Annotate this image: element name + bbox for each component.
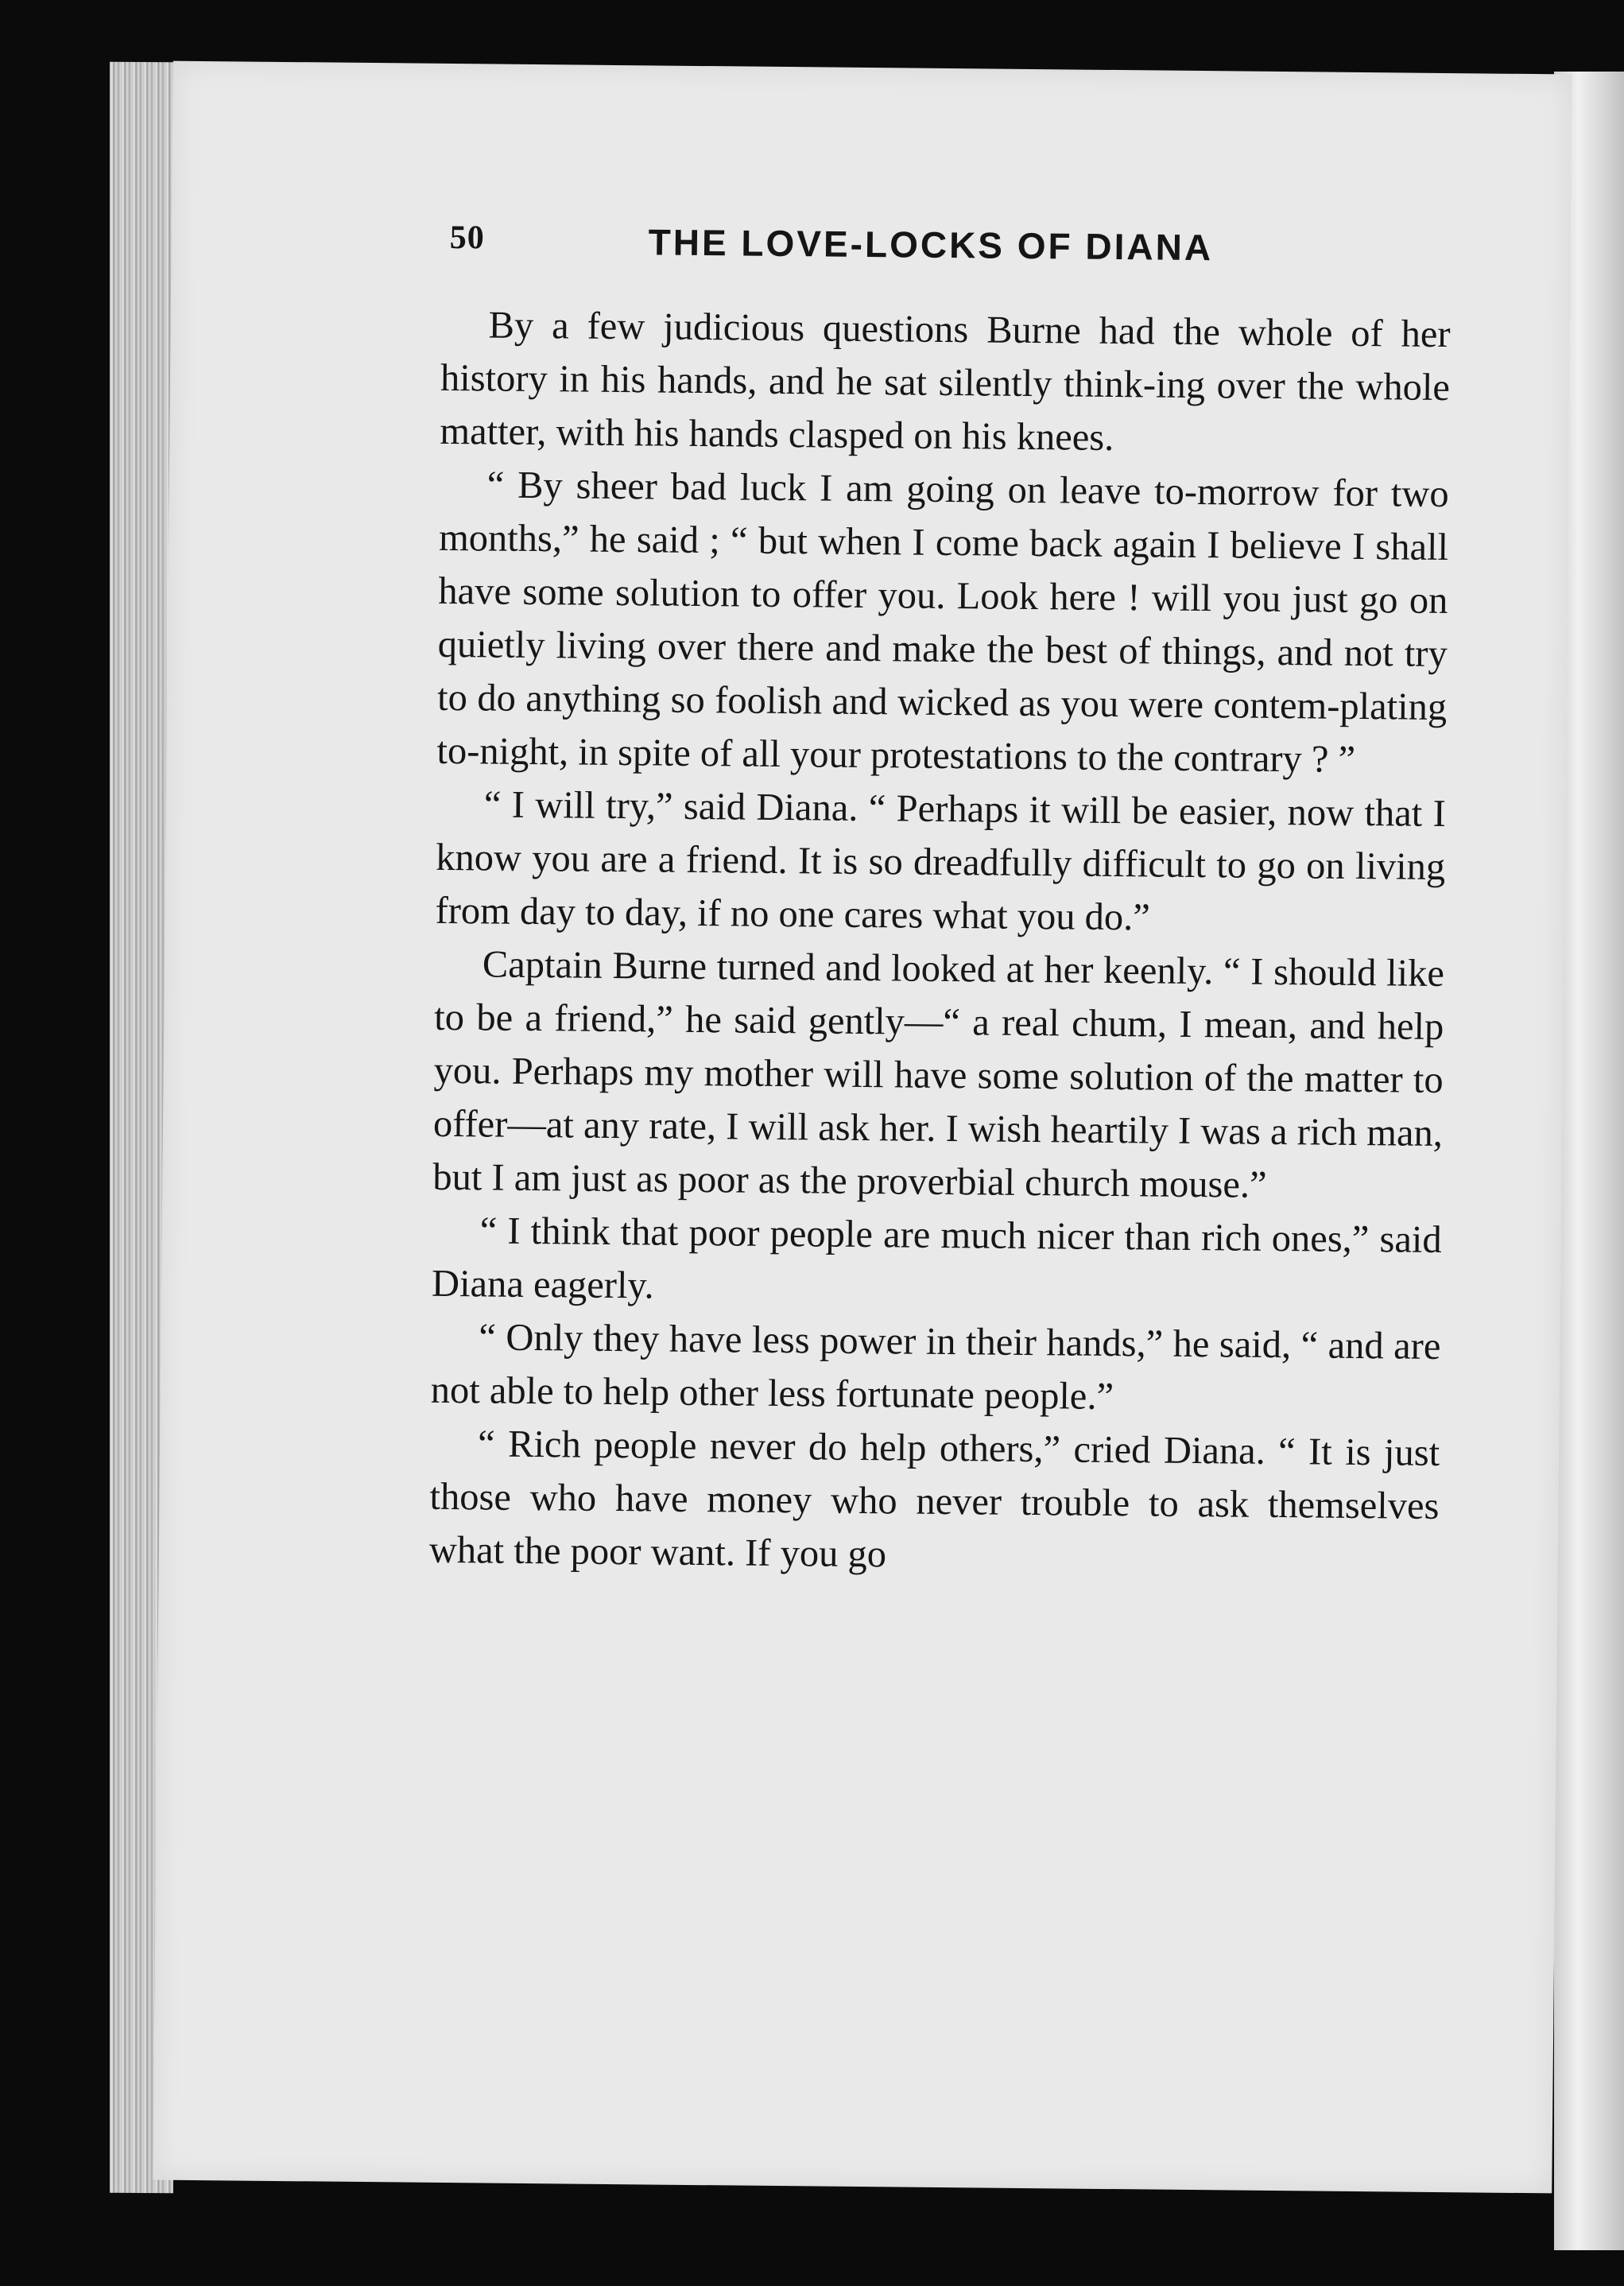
paragraph: “ I will try,” said Diana. “ Perhaps it will be easier, now that I know you are a friend. It is so dreadfully difficult to go on living from day to day, if no one cares what you do.” <box>435 783 1447 939</box>
paragraph: Captain Burne turned and looked at her keenly. “ I should like to be a friend,” he said gently—“ a real chum, I mean, and help you. Perhaps my mother will have some solution of the matter to offer—at any rate, I will ask her. I wish heartily I was a rich man, but I am just as poor as the proverbial church mouse.” <box>432 943 1445 1206</box>
page-number: 50 <box>449 219 485 257</box>
paragraph: “ I think that poor people are much nicer than rich ones,” said Diana eagerly. <box>431 1209 1442 1307</box>
paragraph: “ Only they have less power in their hands,” he said, “ and are not able to help other less fortunate people.” <box>430 1316 1441 1419</box>
paragraph: “ Rich people never do help others,” cried Diana. “ It is just those who have money who never trouble to ask themselves what the poor want. If you go <box>428 1422 1440 1576</box>
page-body <box>429 298 1451 1586</box>
page-header <box>449 219 1459 269</box>
paragraph: “ By sheer bad luck I am going on leave to-morrow for two months,” he said ; “ but when I come back again I believe I shall have some solution to offer you. Look here ! will you just go on quietly living over there and make the best of things, and not try to do anything so foolish and wicked as you were contem-plating to-night, in spite of all your protestations to the contrary ? ” <box>436 464 1449 781</box>
running-head: THE LOVE-LOCKS OF DIANA <box>648 221 1214 269</box>
paragraph: By a few judicious questions Burne had the whole of her history in his hands, and he sat silently think-ing over the whole matter, with his hands clasped on his knees. <box>440 304 1451 459</box>
book-page <box>153 61 1572 2194</box>
